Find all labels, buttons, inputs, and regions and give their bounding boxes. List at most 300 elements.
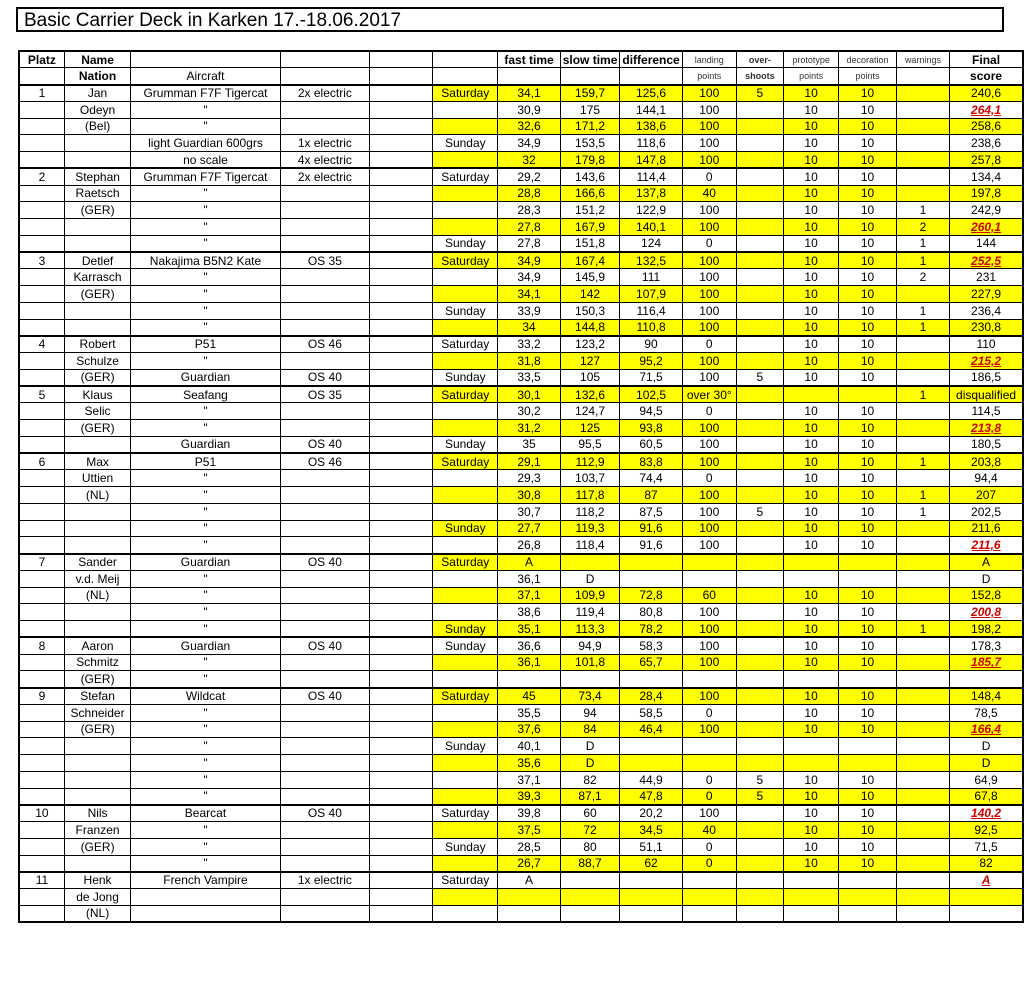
cell-final-score: 236,4: [950, 302, 1023, 319]
cell-day: [433, 202, 498, 219]
cell-warnings: 1: [896, 621, 949, 638]
cell-name: [64, 219, 130, 236]
cell-landing-points: 100: [682, 637, 736, 654]
table-row: [19, 704, 1023, 721]
cell-final-score: 94,4: [950, 470, 1023, 487]
cell-overshoots: [736, 570, 783, 587]
cell-warnings: 1: [896, 202, 949, 219]
cell-difference: 91,6: [620, 537, 682, 554]
cell-fast-time: 36,1: [498, 654, 560, 671]
cell-difference: 80,8: [620, 604, 682, 621]
cell-decoration-points: 10: [839, 85, 897, 102]
cell-name: (NL): [64, 587, 130, 604]
cell-decoration-points: 10: [839, 235, 897, 252]
cell-fast-time: 27,8: [498, 219, 560, 236]
cell-spacer: [370, 503, 433, 520]
cell-spacer: [370, 369, 433, 386]
cell-difference: 87: [620, 487, 682, 504]
header-final-score: score: [950, 68, 1023, 85]
cell-fast-time: 33,5: [498, 369, 560, 386]
cell-overshoots: [736, 168, 783, 185]
cell-platz: [19, 671, 64, 688]
cell-fast-time: 28,3: [498, 202, 560, 219]
cell-spacer: [370, 520, 433, 537]
cell-engine: [280, 185, 369, 202]
cell-day: [433, 470, 498, 487]
cell-difference: 140,1: [620, 219, 682, 236]
cell-slow-time: 87,1: [560, 788, 620, 805]
cell-engine: [280, 671, 369, 688]
cell-name: [64, 135, 130, 152]
cell-slow-time: 159,7: [560, 85, 620, 102]
cell-name: [64, 319, 130, 336]
cell-fast-time: 33,2: [498, 336, 560, 353]
cell-overshoots: [736, 152, 783, 169]
header-prototype-points: prototype: [783, 51, 838, 68]
cell-prototype-points: 10: [783, 822, 838, 839]
cell-final-score: D: [950, 755, 1023, 772]
cell-fast-time: 32: [498, 152, 560, 169]
cell-name: (GER): [64, 369, 130, 386]
cell-landing-points: 0: [682, 403, 736, 420]
cell-aircraft: ": [131, 838, 280, 855]
cell-aircraft: ": [131, 621, 280, 638]
cell-landing-points: 100: [682, 353, 736, 370]
cell-landing-points: over 30°: [682, 386, 736, 403]
cell-day: Sunday: [433, 235, 498, 252]
cell-fast-time: 27,7: [498, 520, 560, 537]
cell-name: Schmitz: [64, 654, 130, 671]
cell-overshoots: [736, 688, 783, 705]
cell-engine: OS 40: [280, 436, 369, 453]
cell-platz: [19, 286, 64, 303]
cell-slow-time: 143,6: [560, 168, 620, 185]
cell-platz: [19, 587, 64, 604]
cell-day: [433, 286, 498, 303]
cell-platz: 5: [19, 386, 64, 403]
cell-name: Uttien: [64, 470, 130, 487]
cell-final-score: 258,6: [950, 118, 1023, 135]
header-spacer: [370, 51, 433, 68]
cell-prototype-points: 10: [783, 219, 838, 236]
cell-final-score: 78,5: [950, 704, 1023, 721]
cell-overshoots: [736, 202, 783, 219]
cell-prototype-points: 10: [783, 85, 838, 102]
cell-final-score: 185,7: [950, 654, 1023, 671]
cell-warnings: [896, 353, 949, 370]
cell-overshoots: [736, 721, 783, 738]
cell-landing-points: [682, 889, 736, 906]
cell-platz: [19, 470, 64, 487]
cell-prototype-points: 10: [783, 487, 838, 504]
cell-prototype-points: 10: [783, 688, 838, 705]
table-row: [19, 654, 1023, 671]
cell-platz: [19, 905, 64, 922]
cell-difference: 125,6: [620, 85, 682, 102]
cell-overshoots: [736, 554, 783, 571]
header-warnings: warnings: [896, 51, 949, 68]
cell-name: Robert: [64, 336, 130, 353]
cell-prototype-points: 10: [783, 319, 838, 336]
cell-difference: 124: [620, 235, 682, 252]
cell-final-score: 197,8: [950, 185, 1023, 202]
header-spacer: [370, 68, 433, 85]
cell-slow-time: 88,7: [560, 855, 620, 872]
cell-day: [433, 185, 498, 202]
table-row: [19, 219, 1023, 236]
header-prototype-points: points: [783, 68, 838, 85]
cell-final-score: 240,6: [950, 85, 1023, 102]
cell-overshoots: 5: [736, 85, 783, 102]
cell-spacer: [370, 386, 433, 403]
cell-spacer: [370, 85, 433, 102]
cell-platz: [19, 353, 64, 370]
cell-landing-points: 100: [682, 252, 736, 269]
cell-day: [433, 587, 498, 604]
cell-prototype-points: 10: [783, 654, 838, 671]
cell-decoration-points: 10: [839, 838, 897, 855]
cell-slow-time: 72: [560, 822, 620, 839]
cell-slow-time: 142: [560, 286, 620, 303]
cell-prototype-points: [783, 570, 838, 587]
cell-final-score: 71,5: [950, 838, 1023, 855]
cell-prototype-points: 10: [783, 235, 838, 252]
cell-overshoots: [736, 654, 783, 671]
cell-fast-time: 34,9: [498, 269, 560, 286]
cell-difference: 71,5: [620, 369, 682, 386]
cell-difference: 118,6: [620, 135, 682, 152]
cell-fast-time: 35,1: [498, 621, 560, 638]
cell-engine: [280, 771, 369, 788]
cell-platz: [19, 838, 64, 855]
cell-prototype-points: [783, 889, 838, 906]
cell-platz: 4: [19, 336, 64, 353]
cell-aircraft: [131, 889, 280, 906]
cell-difference: 87,5: [620, 503, 682, 520]
cell-decoration-points: [839, 554, 897, 571]
cell-final-score: 264,1: [950, 101, 1023, 118]
cell-final-score: 180,5: [950, 436, 1023, 453]
cell-fast-time: 34: [498, 319, 560, 336]
cell-platz: 8: [19, 637, 64, 654]
cell-aircraft: ": [131, 403, 280, 420]
cell-landing-points: 100: [682, 420, 736, 437]
cell-spacer: [370, 671, 433, 688]
cell-name: Henk: [64, 872, 130, 889]
cell-platz: [19, 436, 64, 453]
cell-platz: [19, 420, 64, 437]
cell-prototype-points: 10: [783, 436, 838, 453]
cell-aircraft: ": [131, 503, 280, 520]
cell-difference: 72,8: [620, 587, 682, 604]
cell-prototype-points: 10: [783, 302, 838, 319]
cell-fast-time: 30,9: [498, 101, 560, 118]
cell-overshoots: [736, 755, 783, 772]
cell-difference: 65,7: [620, 654, 682, 671]
cell-overshoots: [736, 621, 783, 638]
cell-difference: 116,4: [620, 302, 682, 319]
cell-warnings: [896, 704, 949, 721]
table-row: [19, 721, 1023, 738]
cell-day: Sunday: [433, 738, 498, 755]
cell-engine: [280, 286, 369, 303]
cell-day: [433, 704, 498, 721]
cell-slow-time: 84: [560, 721, 620, 738]
cell-difference: 20,2: [620, 805, 682, 822]
cell-spacer: [370, 738, 433, 755]
cell-spacer: [370, 554, 433, 571]
cell-prototype-points: 10: [783, 336, 838, 353]
cell-slow-time: 101,8: [560, 654, 620, 671]
cell-overshoots: [736, 905, 783, 922]
cell-overshoots: [736, 386, 783, 403]
header-fast-time: [498, 68, 560, 85]
cell-difference: 107,9: [620, 286, 682, 303]
cell-fast-time: 36,1: [498, 570, 560, 587]
cell-name: (GER): [64, 838, 130, 855]
cell-warnings: 1: [896, 503, 949, 520]
cell-decoration-points: 10: [839, 822, 897, 839]
cell-landing-points: [682, 755, 736, 772]
header-landing-points: landing: [682, 51, 736, 68]
cell-decoration-points: 10: [839, 168, 897, 185]
cell-day: [433, 503, 498, 520]
cell-name: (GER): [64, 286, 130, 303]
cell-difference: 90: [620, 336, 682, 353]
cell-decoration-points: 10: [839, 604, 897, 621]
cell-spacer: [370, 771, 433, 788]
cell-name: Klaus: [64, 386, 130, 403]
cell-slow-time: 82: [560, 771, 620, 788]
cell-day: Saturday: [433, 688, 498, 705]
cell-spacer: [370, 805, 433, 822]
cell-decoration-points: 10: [839, 587, 897, 604]
cell-spacer: [370, 688, 433, 705]
cell-spacer: [370, 721, 433, 738]
cell-final-score: 202,5: [950, 503, 1023, 520]
cell-prototype-points: [783, 755, 838, 772]
cell-engine: [280, 269, 369, 286]
cell-slow-time: D: [560, 570, 620, 587]
cell-platz: [19, 822, 64, 839]
cell-slow-time: [560, 905, 620, 922]
cell-aircraft: ": [131, 219, 280, 236]
cell-final-score: 64,9: [950, 771, 1023, 788]
cell-final-score: 114,5: [950, 403, 1023, 420]
cell-decoration-points: 10: [839, 118, 897, 135]
cell-day: Sunday: [433, 369, 498, 386]
cell-fast-time: A: [498, 872, 560, 889]
header-engine: [280, 68, 369, 85]
cell-final-score: A: [950, 872, 1023, 889]
cell-spacer: [370, 570, 433, 587]
cell-slow-time: [560, 671, 620, 688]
cell-platz: 7: [19, 554, 64, 571]
cell-spacer: [370, 235, 433, 252]
cell-difference: 58,3: [620, 637, 682, 654]
cell-decoration-points: [839, 738, 897, 755]
cell-slow-time: 95,5: [560, 436, 620, 453]
cell-final-score: 227,9: [950, 286, 1023, 303]
cell-platz: 3: [19, 252, 64, 269]
cell-name: [64, 738, 130, 755]
cell-aircraft: ": [131, 704, 280, 721]
table-row: [19, 788, 1023, 805]
cell-platz: [19, 235, 64, 252]
cell-name: Jan: [64, 85, 130, 102]
cell-slow-time: 127: [560, 353, 620, 370]
cell-day: [433, 671, 498, 688]
cell-prototype-points: 10: [783, 520, 838, 537]
cell-slow-time: 123,2: [560, 336, 620, 353]
cell-aircraft: French Vampire: [131, 872, 280, 889]
cell-platz: [19, 369, 64, 386]
cell-spacer: [370, 118, 433, 135]
cell-overshoots: [736, 872, 783, 889]
cell-warnings: [896, 168, 949, 185]
cell-slow-time: 124,7: [560, 403, 620, 420]
cell-warnings: [896, 755, 949, 772]
cell-decoration-points: 10: [839, 855, 897, 872]
cell-engine: OS 40: [280, 637, 369, 654]
cell-warnings: [896, 403, 949, 420]
cell-platz: [19, 202, 64, 219]
cell-engine: OS 35: [280, 386, 369, 403]
cell-name: de Jong: [64, 889, 130, 906]
cell-difference: 95,2: [620, 353, 682, 370]
cell-day: [433, 755, 498, 772]
header-row: [19, 51, 1023, 68]
cell-slow-time: 167,9: [560, 219, 620, 236]
cell-slow-time: 117,8: [560, 487, 620, 504]
cell-aircraft: ": [131, 570, 280, 587]
cell-fast-time: 31,8: [498, 353, 560, 370]
cell-landing-points: [682, 671, 736, 688]
cell-slow-time: D: [560, 755, 620, 772]
cell-engine: [280, 889, 369, 906]
cell-difference: 138,6: [620, 118, 682, 135]
cell-overshoots: [736, 470, 783, 487]
cell-overshoots: [736, 671, 783, 688]
header-slow-time: slow time: [560, 51, 620, 68]
cell-day: Saturday: [433, 252, 498, 269]
cell-platz: [19, 570, 64, 587]
cell-prototype-points: [783, 738, 838, 755]
table-row: [19, 85, 1023, 102]
cell-engine: OS 40: [280, 554, 369, 571]
cell-overshoots: [736, 403, 783, 420]
cell-slow-time: 144,8: [560, 319, 620, 336]
cell-landing-points: 100: [682, 805, 736, 822]
cell-prototype-points: 10: [783, 101, 838, 118]
cell-fast-time: 39,3: [498, 788, 560, 805]
cell-prototype-points: 10: [783, 453, 838, 470]
table-row: [19, 554, 1023, 571]
header-name: Name: [64, 51, 130, 68]
table-row: [19, 135, 1023, 152]
cell-prototype-points: 10: [783, 135, 838, 152]
cell-slow-time: 125: [560, 420, 620, 437]
cell-name: Schneider: [64, 704, 130, 721]
cell-overshoots: [736, 336, 783, 353]
cell-platz: [19, 219, 64, 236]
cell-overshoots: [736, 805, 783, 822]
cell-engine: [280, 587, 369, 604]
cell-engine: [280, 202, 369, 219]
cell-decoration-points: 10: [839, 353, 897, 370]
cell-prototype-points: 10: [783, 637, 838, 654]
table-row: [19, 872, 1023, 889]
cell-fast-time: 38,6: [498, 604, 560, 621]
cell-fast-time: 37,1: [498, 771, 560, 788]
table-row: [19, 822, 1023, 839]
cell-overshoots: [736, 185, 783, 202]
cell-decoration-points: 10: [839, 654, 897, 671]
cell-name: [64, 855, 130, 872]
cell-difference: 58,5: [620, 704, 682, 721]
cell-overshoots: [736, 637, 783, 654]
cell-name: (GER): [64, 671, 130, 688]
cell-fast-time: 33,9: [498, 302, 560, 319]
cell-prototype-points: 10: [783, 704, 838, 721]
cell-overshoots: [736, 855, 783, 872]
cell-platz: [19, 889, 64, 906]
cell-slow-time: 166,6: [560, 185, 620, 202]
cell-platz: 6: [19, 453, 64, 470]
cell-engine: 2x electric: [280, 85, 369, 102]
cell-spacer: [370, 905, 433, 922]
cell-fast-time: [498, 889, 560, 906]
cell-spacer: [370, 353, 433, 370]
cell-day: [433, 855, 498, 872]
cell-aircraft: ": [131, 520, 280, 537]
cell-engine: [280, 487, 369, 504]
cell-name: [64, 302, 130, 319]
cell-platz: [19, 135, 64, 152]
cell-landing-points: 100: [682, 453, 736, 470]
cell-decoration-points: 10: [839, 436, 897, 453]
cell-overshoots: [736, 118, 783, 135]
cell-landing-points: 100: [682, 654, 736, 671]
cell-landing-points: 40: [682, 822, 736, 839]
cell-aircraft: ": [131, 202, 280, 219]
cell-prototype-points: 10: [783, 855, 838, 872]
cell-spacer: [370, 252, 433, 269]
cell-landing-points: 100: [682, 286, 736, 303]
header-slow-time: [560, 68, 620, 85]
table-row: [19, 118, 1023, 135]
cell-final-score: 242,9: [950, 202, 1023, 219]
cell-prototype-points: 10: [783, 721, 838, 738]
cell-platz: [19, 503, 64, 520]
cell-fast-time: 28,5: [498, 838, 560, 855]
cell-prototype-points: [783, 386, 838, 403]
cell-landing-points: 100: [682, 436, 736, 453]
cell-final-score: 198,2: [950, 621, 1023, 638]
cell-day: Saturday: [433, 386, 498, 403]
cell-name: Stephan: [64, 168, 130, 185]
cell-engine: [280, 503, 369, 520]
cell-prototype-points: 10: [783, 168, 838, 185]
cell-platz: [19, 403, 64, 420]
cell-warnings: [896, 101, 949, 118]
cell-overshoots: [736, 537, 783, 554]
cell-landing-points: 0: [682, 788, 736, 805]
cell-aircraft: Guardian: [131, 637, 280, 654]
cell-aircraft: ": [131, 269, 280, 286]
cell-decoration-points: [839, 889, 897, 906]
cell-difference: 46,4: [620, 721, 682, 738]
